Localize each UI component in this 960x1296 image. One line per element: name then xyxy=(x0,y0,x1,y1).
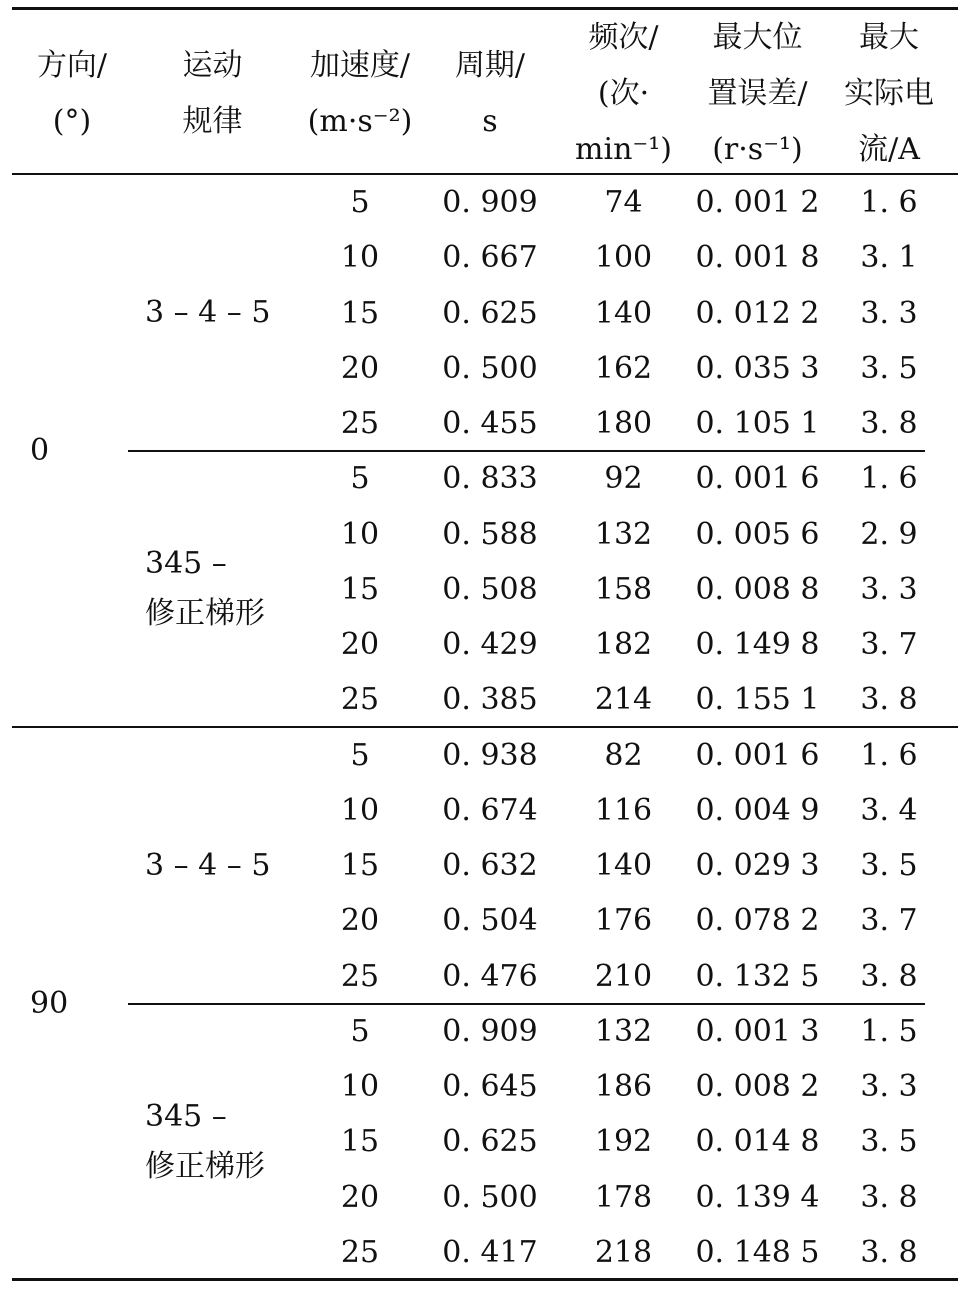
table-cell: 0. 078 2 xyxy=(695,903,820,939)
table-cell: 0. 429 xyxy=(442,627,538,662)
table-cell: 3. 8 xyxy=(860,1234,918,1270)
table-cell: 15 xyxy=(340,295,380,331)
column-header-current xyxy=(825,10,953,178)
column-header-period xyxy=(425,38,555,150)
table-cell: 20 xyxy=(340,350,380,386)
table-cell: 3. 5 xyxy=(860,350,918,386)
table-cell: 0. 625 xyxy=(442,1124,538,1160)
table-cell: 3. 5 xyxy=(860,1124,918,1160)
table-cell: 3. 5 xyxy=(860,848,918,883)
column-header-freq xyxy=(557,10,690,178)
table-cell: 15 xyxy=(340,1124,380,1160)
table-cell: 0. 645 xyxy=(442,1069,538,1104)
table-cell: 82 xyxy=(604,737,643,773)
column-header-line: 规律 xyxy=(182,104,243,139)
column-header-line: 最大位 xyxy=(712,20,803,55)
table-cell: 3. 8 xyxy=(860,682,918,718)
motion-law-label: 345 – xyxy=(145,546,227,582)
column-header-direction xyxy=(12,38,132,150)
column-header-line: 运动 xyxy=(182,48,243,83)
table-cell: 0. 005 6 xyxy=(695,516,820,552)
motion-law-label: 修正梯形 xyxy=(145,596,265,632)
table-cell: 0. 014 8 xyxy=(695,1124,820,1160)
table-cell: 2. 9 xyxy=(860,516,918,552)
table-cell: 0. 909 xyxy=(442,1013,538,1049)
table-cell: 3. 4 xyxy=(860,792,918,828)
column-header-line: (次· xyxy=(597,76,650,111)
table-cell: 0. 001 6 xyxy=(695,737,820,773)
table-cell: 0. 105 1 xyxy=(695,406,820,441)
table-cell: 116 xyxy=(594,792,653,828)
table-cell: 5 xyxy=(350,737,370,773)
column-header-line: (r·s⁻¹) xyxy=(712,132,803,167)
table-cell: 192 xyxy=(594,1124,653,1160)
table-cell: 0. 385 xyxy=(442,682,538,718)
column-header-law xyxy=(140,38,285,150)
table-cell: 3. 1 xyxy=(860,240,918,276)
table-cell: 15 xyxy=(340,848,380,883)
table-cell: 3. 3 xyxy=(860,1069,918,1104)
table-cell: 100 xyxy=(594,240,653,276)
table-cell: 0. 001 2 xyxy=(695,185,820,220)
table-cell: 20 xyxy=(340,627,380,662)
table-cell: 0. 588 xyxy=(442,516,538,552)
table-cell: 162 xyxy=(594,350,653,386)
table-cell: 1. 5 xyxy=(860,1013,918,1049)
table-cell: 0. 909 xyxy=(442,185,538,220)
table-cell: 0. 476 xyxy=(442,958,538,994)
table-cell: 0. 008 8 xyxy=(695,571,820,607)
column-header-line: (m·s⁻²) xyxy=(307,104,413,139)
column-header-line: (°) xyxy=(52,104,92,139)
table-cell: 0. 833 xyxy=(442,461,538,497)
table-cell: 10 xyxy=(340,1069,380,1104)
table-cell: 1. 6 xyxy=(860,185,918,220)
column-header-line: 方向/ xyxy=(36,48,108,83)
table-cell: 5 xyxy=(350,461,370,497)
table-cell: 92 xyxy=(604,461,643,497)
table-cell: 10 xyxy=(340,792,380,828)
table-cell: 0. 035 3 xyxy=(695,350,820,386)
table-cell: 0. 938 xyxy=(442,737,538,773)
column-header-line: 加速度/ xyxy=(309,48,411,83)
table-cell: 20 xyxy=(340,903,380,939)
table-cell: 0. 001 8 xyxy=(695,240,820,276)
table-cell: 140 xyxy=(594,295,653,331)
table-cell: 0. 500 xyxy=(442,1179,538,1215)
table-cell: 218 xyxy=(594,1234,653,1270)
table-cell: 186 xyxy=(594,1069,653,1104)
table-cell: 0. 029 3 xyxy=(695,848,820,883)
table-cell: 25 xyxy=(340,1234,380,1270)
table-cell: 182 xyxy=(594,627,653,662)
column-header-line: 周期/ xyxy=(454,48,526,83)
table-cell: 180 xyxy=(594,406,653,441)
table-cell: 10 xyxy=(340,240,380,276)
table-cell: 0. 155 1 xyxy=(695,682,820,718)
table-cell: 20 xyxy=(340,1179,380,1215)
table-cell: 5 xyxy=(350,1013,370,1049)
table-cell: 25 xyxy=(340,682,380,718)
motion-law-label: 修正梯形 xyxy=(145,1148,265,1184)
column-header-line: 频次/ xyxy=(588,20,659,55)
column-header-line: 实际电 xyxy=(844,76,934,111)
table-cell: 3. 8 xyxy=(860,958,918,994)
column-header-line: 最大 xyxy=(859,20,919,55)
table-cell: 0. 004 9 xyxy=(695,792,820,828)
table-cell: 178 xyxy=(594,1179,653,1215)
table-cell: 210 xyxy=(594,958,653,994)
table-cell: 0. 504 xyxy=(442,903,538,939)
table-cell: 3. 8 xyxy=(860,1179,918,1215)
table-cell: 0. 001 6 xyxy=(695,461,820,497)
table-cell: 10 xyxy=(340,516,380,552)
table-cell: 3. 8 xyxy=(860,406,918,441)
table-cell: 25 xyxy=(340,958,380,994)
column-header-line: s xyxy=(482,104,498,139)
table-cell: 214 xyxy=(594,682,653,718)
table-cell: 25 xyxy=(340,406,380,441)
table-cell: 0. 149 8 xyxy=(695,627,820,662)
table-cell: 1. 6 xyxy=(860,461,918,497)
direction-label: 0 xyxy=(30,433,50,469)
motion-law-label: 3 – 4 – 5 xyxy=(145,295,271,331)
motion-law-label: 345 – xyxy=(145,1098,227,1134)
table-cell: 0. 132 5 xyxy=(695,958,820,994)
table-cell: 15 xyxy=(340,571,380,607)
table-cell: 0. 455 xyxy=(442,406,538,441)
table-cell: 0. 012 2 xyxy=(695,295,820,331)
table-cell: 0. 625 xyxy=(442,295,538,331)
table-cell: 132 xyxy=(594,1013,653,1049)
table-cell: 0. 674 xyxy=(442,792,538,828)
table-cell: 1. 6 xyxy=(860,737,918,773)
motion-law-label: 3 – 4 – 5 xyxy=(145,847,271,883)
table-cell: 140 xyxy=(594,848,653,883)
table-cell: 0. 632 xyxy=(442,848,538,883)
column-header-line: 置误差/ xyxy=(707,76,808,111)
table-cell: 0. 500 xyxy=(442,350,538,386)
table-cell: 3. 7 xyxy=(860,903,918,939)
column-header-accel xyxy=(295,38,425,150)
table-cell: 74 xyxy=(604,185,643,220)
table-cell: 132 xyxy=(594,516,653,552)
column-header-poserr xyxy=(690,10,825,178)
table-cell: 3. 3 xyxy=(860,571,918,607)
table-cell: 5 xyxy=(350,185,370,220)
table-cell: 0. 417 xyxy=(442,1234,538,1270)
table-cell: 0. 001 3 xyxy=(695,1013,820,1049)
column-header-line: 流/A xyxy=(858,132,920,167)
table-cell: 3. 3 xyxy=(860,295,918,331)
column-header-line: min⁻¹) xyxy=(575,132,672,167)
table-cell: 0. 508 xyxy=(442,571,538,607)
table-cell: 176 xyxy=(594,903,653,939)
table-cell: 3. 7 xyxy=(860,627,918,662)
table-cell: 0. 008 2 xyxy=(695,1069,820,1104)
table-cell: 158 xyxy=(594,571,653,607)
table-cell: 0. 148 5 xyxy=(695,1234,820,1270)
table-cell: 0. 139 4 xyxy=(695,1179,820,1215)
direction-label: 90 xyxy=(30,985,69,1021)
table-cell: 0. 667 xyxy=(442,240,538,276)
